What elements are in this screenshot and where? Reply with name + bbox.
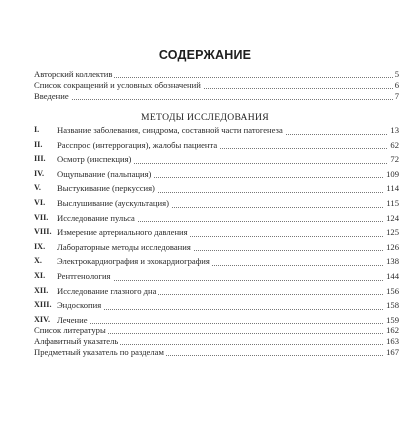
chapter-page: 124 <box>384 211 399 226</box>
chapter-number: XI. <box>34 270 46 280</box>
toc-entry-label: Список литературы <box>34 325 106 335</box>
dot-leader <box>34 99 393 100</box>
chapter-page: 114 <box>384 181 399 196</box>
chapter-page: 159 <box>384 313 399 328</box>
chapter-entry <box>34 196 399 211</box>
chapter-entry <box>34 240 399 255</box>
chapter-page: 138 <box>384 254 399 269</box>
chapter-number: III. <box>34 154 46 164</box>
toc-entry <box>34 80 399 91</box>
chapter-page: 72 <box>388 152 399 167</box>
toc-entry-page: 163 <box>386 336 399 346</box>
toc-entry <box>34 336 399 347</box>
toc-entry-label: Алфавитный указатель <box>34 336 119 346</box>
chapter-label: Название заболевания, синдрома, составной части патогенеза <box>57 123 285 138</box>
chapter-number: I. <box>34 125 40 134</box>
chapter-number: VIII. <box>34 227 52 237</box>
toc-entry-page: 167 <box>386 347 399 357</box>
chapter-page: 13 <box>388 123 399 138</box>
chapter-label: Осмотр (инспекция) <box>57 152 133 167</box>
chapter-label: Электрокардиография и эхокардиография <box>57 254 212 269</box>
chapter-page: 115 <box>384 196 399 211</box>
chapter-number: IX. <box>34 241 46 251</box>
dot-leader <box>57 309 391 310</box>
chapter-label: Эндоскопия <box>57 298 103 313</box>
chapter-label: Ощупывание (пальпация) <box>57 167 153 182</box>
chapter-label: Измерение артериального давления <box>57 225 190 240</box>
chapter-label: Выслушивание (аускультация) <box>57 196 171 211</box>
toc-entry-label: Список сокращений и условных обозначений <box>34 80 201 90</box>
chapter-number: IV. <box>34 168 45 178</box>
chapter-entry <box>34 181 399 196</box>
chapter-number: X. <box>34 256 42 266</box>
chapter-number: XIV. <box>34 314 51 324</box>
chapter-entry <box>34 298 399 313</box>
chapter-label: Исследование пульса <box>57 211 137 226</box>
chapter-entry <box>34 254 399 269</box>
toc-entry-page: 5 <box>394 69 399 79</box>
chapter-number: VII. <box>34 212 49 222</box>
toc-entry <box>34 69 399 80</box>
toc-entry-label: Авторский коллектив <box>34 69 113 79</box>
toc-entry-label: Предметный указатель по разделам <box>34 347 164 357</box>
chapter-page: 156 <box>384 284 399 299</box>
chapter-page: 144 <box>384 269 399 284</box>
section-heading: МЕТОДЫ ИССЛЕДОВАНИЯ <box>141 112 269 123</box>
page-title: СОДЕРЖАНИЕ <box>158 48 252 62</box>
chapter-page: 126 <box>384 240 399 255</box>
chapter-label: Лабораторные методы исследования <box>57 240 193 255</box>
chapter-label: Рентгенология <box>57 269 113 284</box>
chapter-number: XII. <box>34 285 49 295</box>
toc-entry-page: 7 <box>394 91 399 101</box>
chapter-entry <box>34 269 399 284</box>
chapter-page: 109 <box>384 167 399 182</box>
chapter-label: Расспрос (интеррогация), жалобы пациента <box>57 138 219 153</box>
chapter-entry <box>34 284 399 299</box>
chapter-label: Лечение <box>57 313 90 328</box>
chapter-page: 158 <box>384 298 399 313</box>
back-matter-list <box>34 325 399 358</box>
toc-entry-page: 162 <box>386 325 399 335</box>
chapter-entry <box>34 211 399 226</box>
chapter-list <box>34 123 399 327</box>
toc-entry-label: Введение <box>34 91 69 101</box>
chapter-page: 62 <box>388 138 399 153</box>
chapter-number: V. <box>34 183 41 193</box>
chapter-entry <box>34 138 399 153</box>
chapter-page: 125 <box>384 225 399 240</box>
chapter-entry <box>34 167 399 182</box>
toc-entry <box>34 325 399 336</box>
chapter-entry <box>34 225 399 240</box>
chapter-entry <box>34 123 399 138</box>
chapter-number: XIII. <box>34 300 52 310</box>
toc-entry <box>34 91 399 102</box>
chapter-number: VI. <box>34 197 46 207</box>
chapter-entry <box>34 152 399 167</box>
toc-entry-page: 6 <box>394 80 399 90</box>
toc-entry <box>34 347 399 358</box>
chapter-label: Исследование глазного дна <box>57 284 158 299</box>
front-matter-list <box>34 69 399 102</box>
chapter-number: II. <box>34 139 43 149</box>
chapter-label: Выстукивание (перкуссия) <box>57 181 157 196</box>
